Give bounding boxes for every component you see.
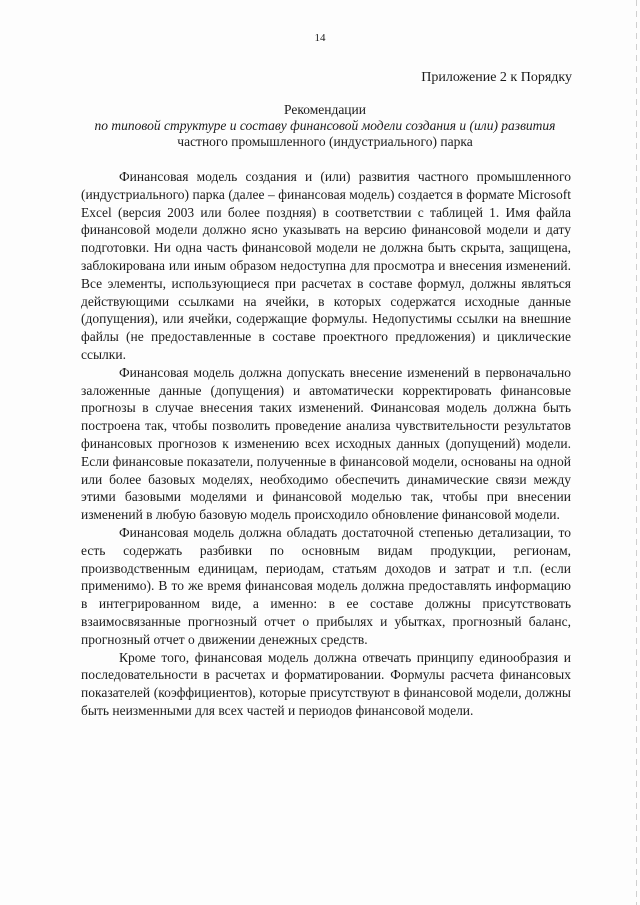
document-body <box>81 168 571 720</box>
paragraph-4: Кроме того, финансовая модель должна отвечать принципу единообразия и последовательности в расчетах и форматировании. Формулы расчета финансовых показателей (коэффициентов), которые присутствуют в финансовой модели, должны быть неизменными для всех частей и периодов финансовой модели. <box>81 649 571 718</box>
paragraph-2: Финансовая модель должна допускать внесение изменений в первоначально заложенные данные (допущения) и автоматически корректировать финансовые прогнозы в случае внесения таких изменений. Финансовая модель должна быть построена так, чтобы позволить проведение анализа чувствительности результатов финансовых прогнозов к изменению всех исходных данных (допущений) модели. Если финансовые показатели, полученные в финансовой модели, основаны на одной или более базовых моделях, необходимо обеспечить динамические связи между этими базовыми моделями и финансовой моделью так, чтобы при внесении изменений в любую базовую модель происходило обновление финансовой модели. <box>81 364 571 523</box>
page-number: 14 <box>314 32 326 44</box>
heading-subtitle: по типовой структуре и составу финансовой модели создания и (или) развития <box>94 118 556 133</box>
paragraph-1: Финансовая модель создания и (или) развития частного промышленного (индустриального) парка (далее – финансовая модель) создается в формате Microsoft Excel (версия 2003 или более поздняя) в соответствии с таблицей 1. Имя файла финансовой модели должно ясно указывать на версию финансовой модели и дату подготовки. Ни одна часть финансовой модели не должна быть скрыта, защищена, заблокирована или иным образом недоступна для просмотра и внесения изменений. Все элементы, использующиеся при расчетах в составе формул, должны являться действующими ссылками на ячейки, в которых содержатся исходные данные (допущения), или ячейки, содержащие формулы. Недопустимы ссылки на внешние файлы (не предоставленные в составе проектного предложения) и циклические ссылки. <box>81 169 571 362</box>
paragraph-3: Финансовая модель должна обладать достаточной степенью детализации, то есть содержать разбивки по основным видам продукции, регионам, производственным единицам, периодам, статьям доходов и затрат и т.п. (если применимо). В то же время финансовая модель должна предоставлять информацию в интегрированном виде, а именно: в ее составе должны присутствовать взаимосвязанные прогнозный отчет о прибылях и убытках, прогнозный баланс, прогнозный отчет о движении денежных средств. <box>81 524 571 647</box>
appendix-label: Приложение 2 к Порядку <box>421 70 572 85</box>
scan-edge-line <box>636 0 637 905</box>
document-heading <box>80 102 570 150</box>
heading-title: Рекомендации <box>284 102 366 117</box>
heading-subtitle-line2: частного промышленного (индустриального) парка <box>177 134 473 149</box>
